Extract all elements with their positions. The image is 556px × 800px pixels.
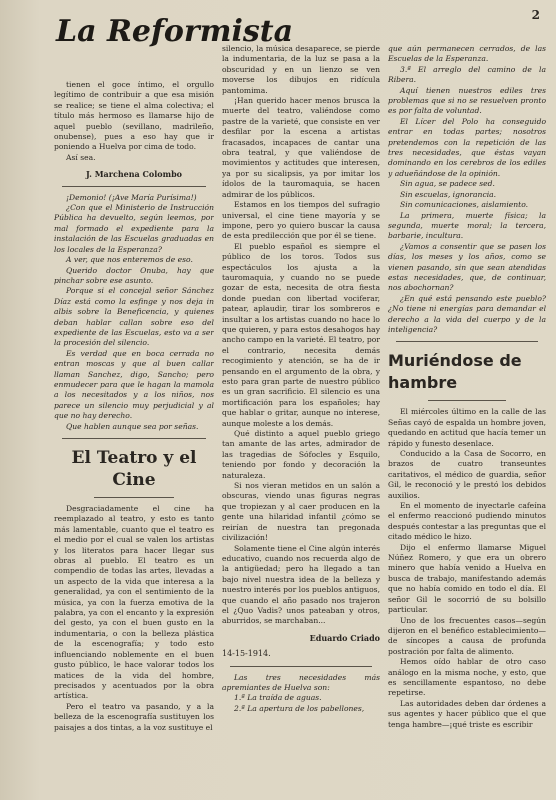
divider [62,186,206,187]
divider [428,400,506,401]
column-2 [222,44,380,792]
article-heading-teatro: El Teatro y el Cine [71,448,197,490]
paragraph: ¿Con que el Ministerio de Instrucción Pública ha devuelto, según leemos, por mal formado el expediente para la instalación de las Escuelas graduadas en los locales de la Esperanza? [54,203,214,254]
paragraph: Hemos oído hablar de otro caso análogo en la misma noche, y esto, que es sencillamente espantoso, no debe repetirse. [388,657,547,698]
dateline [222,649,380,659]
signature: J. Marchena Colombo [85,169,182,180]
paragraph: A ver, que nos enteremos de eso. [66,255,193,265]
masthead-title: La Reformista [56,13,294,49]
paragraph: Pero el teatro va pasando, y a la belleza de la escenografía sustituyen los paisajes a dos tintas, a la voz sustituye el [54,701,214,732]
divider [62,438,206,439]
paragraph: Desgraciadamente el cine ha reemplazado al teatro, y esto es tanto más lamentable, cuanto que el teatro es el medio por el cual se valen los artistas y los literatos para hacer llegar sus obras al pueblo. El teatro es un compendio de todas las artes, llevadas a un aspecto de la vida que interesa a la generalidad, ya con el sentimiento de la música, ya con la fuerza emotiva de la palabra, ya con el encanto y la expresión del gesto, ya con el buen gusto en la indumentaria, o con la belleza plástica de la escenografía; y todo esto influenciando noblemente en el buen gusto público, le hace valorar todos los matices de la vida del hombre, precisados y acentuados por la obra artística. [54,504,214,701]
paragraph: 2.ª La apertura de los pabellones, [233,703,365,713]
paragraph: silencio, la música desaparece, se pierde la indumentaria, de la luz se pasa a la obscuridad y en un lienzo se ven moverse los dibujos en ridícula pantomima. [221,44,380,95]
paragraph: Es verdad que en boca cerrada no entran moscas y que al buen callar llaman Sanchez, digo, Sancho; pero enmudecer para que le hagan la mamola a los necesitados y a los niños, nos parece un silencio muy perjudicial y al que no hay derecho. [54,348,214,421]
paragraph: que aún permanecen cerrados, de las Escuelas de la Esperanza. [388,44,547,64]
paragraph: Así sea. [66,152,96,162]
column-1 [54,44,214,792]
divider [230,666,372,667]
page-number: 2 [531,8,540,22]
paragraph: Sin comunicaciones, aislamiento. [400,200,529,210]
divider [396,341,538,342]
paragraph: El Lícer del Polo ha conseguido entrar en todas partes; nosotros pretendemos con la repetición de las tres necesidades, que éstas vayan dominando en los cerebros de los ediles y adueñándose de la opinión. [388,116,547,178]
paragraph: Dijo el enfermo llamarse Miguel Núñez Romero, y que era un obrero minero que había venido a Huelva en busca de trabajo, manifestando además que no había comido en todo el día. El señor Gil le socorrió de su bolsillo particular. [388,542,547,615]
paragraph: Conducido a la Casa de Socorro, en brazos de cuatro transeuntes caritativos, el médico de guardia, señor Gil, le reconoció y le prestó los debidos auxilios. [388,449,547,500]
paragraph: Que hablen aunque sea por señas. [66,421,199,431]
paragraph: Las tres necesidades más apremiantes de Huelva son: [221,672,380,692]
paragraph: Las autoridades deben dar órdenes a sus agentes y hacer público que el que tenga hambre—¡qué triste es escribir [388,698,547,729]
paragraph: ¡Demonio! (¡Ave María Purísima!) [66,192,197,202]
paragraph: La primera, muerte física; la segunda, muerte moral; la tercera, barbarie, incultura. [388,210,547,241]
divider [94,497,174,498]
paragraph: Qué distinto a aquel pueblo griego tan amante de las artes, admirador de las tragedias de Sófocles y Esquilo, teniendo por fondo y decoración la naturaleza. [221,429,380,480]
paragraph: Sin escuelas, ignorancia. [400,189,497,199]
article-heading-hambre: Muriéndose de hambre [388,351,522,393]
paragraph: 1.ª La traída de aguas. [233,693,322,703]
paragraph: Aquí tienen nuestros ediles tres problemas que si no se resuelven pronto es por falta de voluntad. [388,85,547,116]
paragraph: El pueblo español es siempre el público de los toros. Todos sus espectáculos los ajusta a la tauromaquia, y cuando no se puede gozar de esta, necesita de otra fiesta donde puedan con libertad vociferar, patear, aplaudir, tirar los sombreros e insultar a los artistas cuando no hace lo que quieren, y para estos desahogos hay ancho campo en la varieté. El teatro, por el contrario, necesita demás recogimiento y atención, se ha de ir pensando en el argumento de la obra, y esto para gran parte de nuestro público es un gran sacrificio. El silencio es una mortificación para los españoles; hay que hablar o gritar, aunque no interese, aunque moleste a los demás. [221,241,380,428]
paragraph: El miércoles último en la calle de las Señas cayó de espalda un hombre joven, quedando en actitud que hacía temer un rápido y funesto desenlace. [388,407,547,448]
paragraph: Sin agua, se padece sed. [400,179,495,189]
paragraph: tienen el goce íntimo, el orgullo legítimo de contribuir a que esa misión se realice; se tiene el alma colectiva; el título más hermoso es llamarse hijo de aquel pueblo (sevillano, madrileño, onubense), pues a eso hay que ir poniendo a Huelva por cima de todo. [54,80,214,152]
paragraph: Querido doctor Onuba, hay que pinchar sobre ese asunto. [54,265,214,285]
paragraph: Estamos en los tiempos del sufragio universal, el cine tiene mayoría y se impone, pero yo quiero buscar la causa de esta predilección que por él se tiene. [221,200,380,241]
column-3 [388,44,546,792]
paragraph: ¿En qué está pensando este pueblo? ¿No tiene ni energías para demandar el derecho a la vida del cuerpo y de la inteligencia? [388,293,547,334]
date: 14-15-1914. [221,649,271,659]
signature: Eduardo Criado [309,632,380,643]
columns [54,44,546,792]
paragraph: Si nos vieran metidos en un salón a obscuras, viendo unas figuras negras que tropiezan y al caer producen en la gente una hilaridad infantil ¿cómo se reirían de nuestra tan pregonada civilización! [221,481,380,543]
paragraph: ¡Han querido hacer menos brusca la muerte del teatro, valiéndose como pastre de la varieté, que consiste en ver desfilar por la escena a artistas fracasados, incapaces de cantar una obra teatral, y que valiéndose de movimientos y actitudes que interesen, ya por su sicalipsis, ya por imitar los ídolos de la tauromaquia, se hacen admirar de los públicos. [221,96,380,199]
paragraph: Uno de los frecuentes casos—según dijeron en el benéfico establecimiento—de síncopes a causa de profunda postración por falta de alimento. [388,615,547,656]
paragraph: Solamente tiene el Cine algún interés educativo, cuando nos recuerda algo de la antigüedad; pero ha llegado a tan bajo nivel nuestra idea de la belleza y nuestro interés por los pueblos antiguos, que cuando el año pasado nos trajeron el ¿Quo Vadis? unos pateaban y otros, aburridos, se marchaban... [221,543,380,626]
paragraph: 3.ª El arreglo del camino de la Ribera. [388,64,547,85]
paragraph: ¿Vamos a consentir que se pasen los días, los meses y los años, como se vienen pasando, sin que sean atendidas estas necesidades, que, de continuar, nos abochornan? [388,241,547,293]
paragraph: En el momento de inyectarle cafeína el enfermo reaccionó pudiendo minutos después contestar a las preguntas que el citado médico le hizo. [388,501,547,542]
paragraph: Porque si el concejal señor Sánchez Díaz está como la esfinge y nos deja in albis sobre la Beneficencia, y quienes deban hablar callan sobre eso del expediente de las Escuelas, esto va a ser la procesión del silencio. [54,286,214,348]
